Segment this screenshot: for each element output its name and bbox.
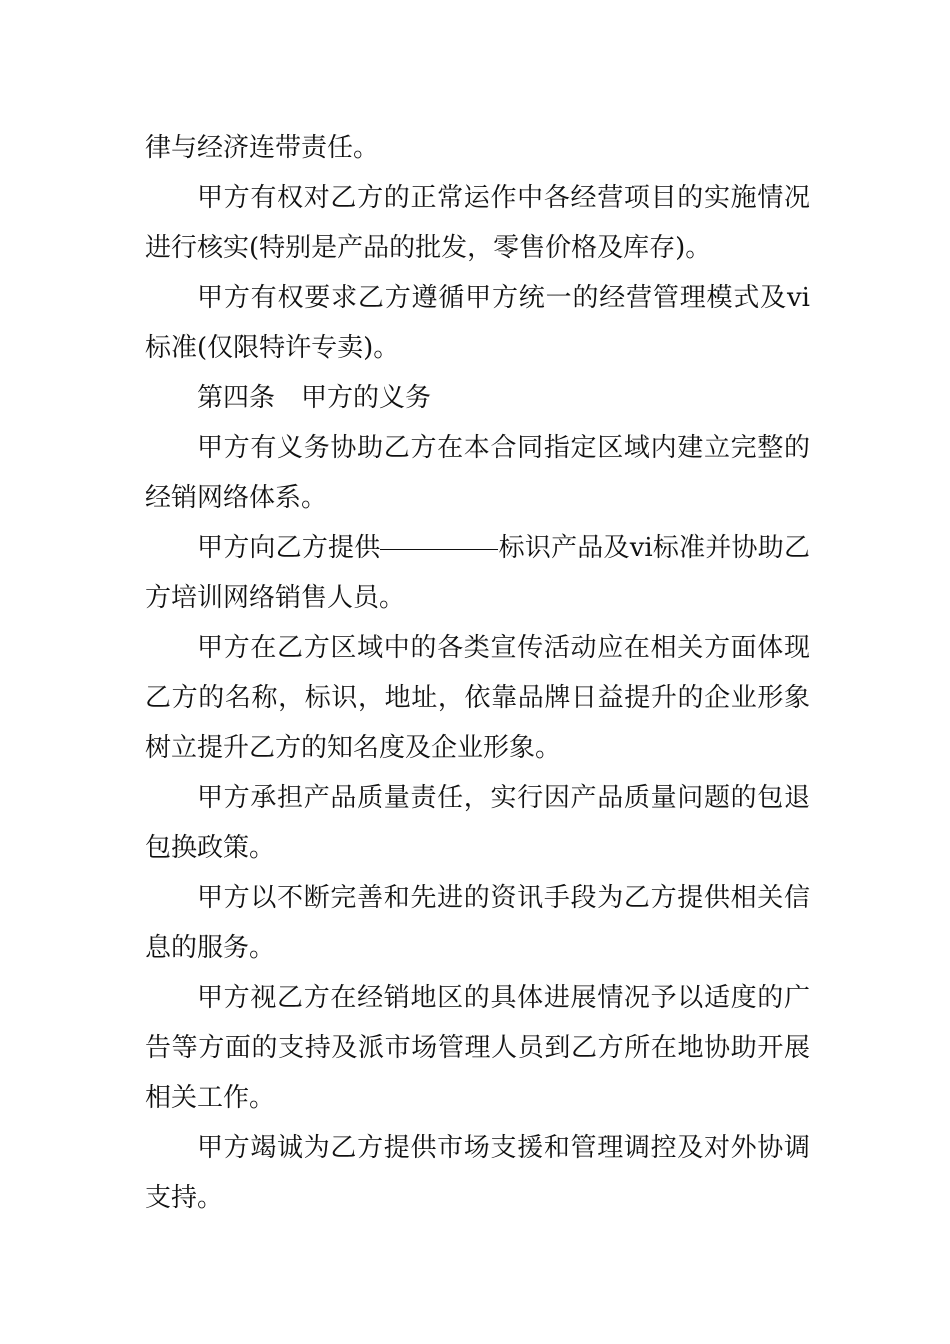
paragraph-quality-responsibility: 甲方承担产品质量责任，实行因产品质量问题的包退包换政策。	[145, 783, 810, 863]
document-body	[145, 123, 810, 1223]
section-heading-article-four: 第四条 甲方的义务	[197, 383, 432, 413]
paragraph-provide-identity	[145, 523, 810, 623]
paragraph-information-service: 甲方以不断完善和先进的资讯手段为乙方提供相关信息的服务。	[145, 883, 810, 963]
paragraph-network-assist: 甲方有义务协助乙方在本合同指定区域内建立完整的经销网络体系。	[145, 433, 810, 513]
paragraph-advertising-support: 甲方视乙方在经销地区的具体进展情况予以适度的广告等方面的支持及派市场管理人员到乙方所在地协助开展相关工作。	[145, 983, 810, 1113]
paragraph-continuation: 律与经济连带责任。	[145, 133, 380, 163]
paragraph-promotion: 甲方在乙方区域中的各类宣传活动应在相关方面体现乙方的名称，标识，地址，依靠品牌日益提升的企业形象树立提升乙方的知名度及企业形象。	[145, 633, 810, 763]
paragraph-provide-identity-before: 甲方向乙方提供	[197, 533, 381, 563]
paragraph-verification-right: 甲方有权对乙方的正常运作中各经营项目的实施情况进行核实(特别是产品的批发，零售价格及库存)。	[145, 183, 810, 263]
paragraph-market-support: 甲方竭诚为乙方提供市场支援和管理调控及对外协调支持。	[145, 1133, 810, 1213]
paragraph-provide-identity-after: 标识产品及vi标准并协助乙方培训网络销售人员。	[145, 533, 810, 613]
fill-in-blank-line	[380, 548, 498, 550]
paragraph-management-mode-right: 甲方有权要求乙方遵循甲方统一的经营管理模式及vi标准(仅限特许专卖)。	[145, 283, 810, 363]
